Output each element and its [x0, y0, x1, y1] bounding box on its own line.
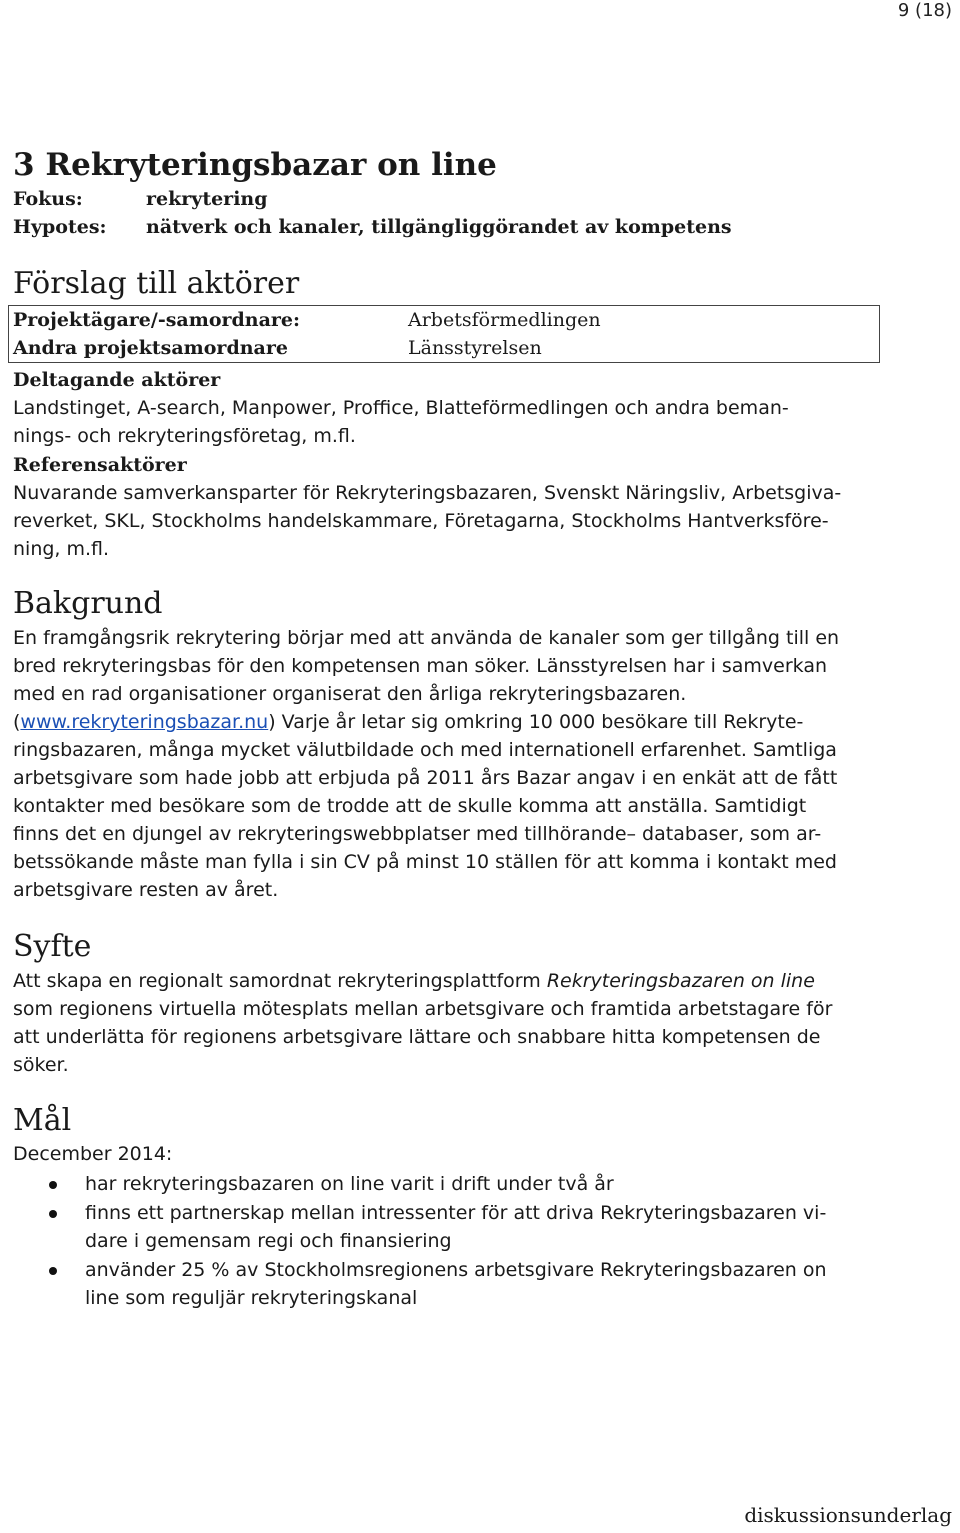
footer-label: diskussionsunderlag	[744, 1503, 952, 1527]
goal-text: har rekryteringsbazaren on line varit i drift under två år	[85, 1173, 614, 1195]
reference-line: reverket, SKL, Stockholms handelskammare, Företagarna, Stockholms Hantverksföre-	[13, 510, 829, 532]
rekryteringsbazar-link[interactable]: www.rekryteringsbazar.nu	[20, 711, 269, 733]
background-line: arbetsgivare resten av året.	[13, 879, 279, 901]
reference-line: Nuvarande samverkansparter för Rekryteringsbazaren, Svenskt Näringsliv, Arbetsgiva-	[13, 482, 842, 504]
bullet-icon	[49, 1181, 57, 1189]
background-line: arbetsgivare som hade jobb att erbjuda på 2011 års Bazar angav i en enkät att de fått	[13, 767, 838, 789]
goal-text: finns ett partnerskap mellan intressenter för att driva Rekryteringsbazaren vi-	[85, 1201, 827, 1224]
bullet-icon	[49, 1267, 57, 1275]
background-heading: Bakgrund	[13, 586, 163, 621]
fokus-value: rekrytering	[146, 188, 268, 210]
chapter-title: 3 Rekryteringsbazar on line	[13, 147, 497, 183]
goal-item	[45, 1199, 827, 1256]
purpose-line	[13, 970, 815, 992]
bullet-icon	[49, 1210, 57, 1218]
fokus-label: Fokus:	[13, 188, 83, 210]
goal-text: line som reguljär rekryteringskanal	[85, 1287, 418, 1309]
participants-line: nings- och rekryteringsföretag, m.fl.	[13, 425, 356, 447]
link-open: (	[13, 711, 21, 733]
goal-item	[45, 1170, 827, 1199]
goals-heading: Mål	[13, 1103, 72, 1138]
purpose-line: söker.	[13, 1054, 69, 1076]
owner-label: Projektägare/-samordnare:	[13, 309, 301, 331]
coordinator-value: Länsstyrelsen	[408, 337, 542, 359]
participants-heading: Deltagande aktörer	[13, 369, 221, 391]
purpose-line: som regionens virtuella mötesplats mellan arbetsgivare och framtida arbetstagare för	[13, 998, 833, 1020]
goal-item	[45, 1256, 827, 1313]
page-number: 9 (18)	[897, 0, 952, 21]
purpose-heading: Syfte	[13, 929, 92, 964]
goals-date: December 2014:	[13, 1143, 173, 1165]
hypotes-label: Hypotes:	[13, 216, 107, 238]
purpose-text: Att skapa en regionalt samordnat rekryteringsplattform	[13, 970, 547, 992]
link-rest: ) Varje år letar sig omkring 10 000 besökare till Rekryte-	[268, 711, 804, 733]
actors-heading: Förslag till aktörer	[13, 266, 300, 301]
owner-value: Arbetsförmedlingen	[408, 309, 601, 331]
background-link-line	[13, 711, 803, 733]
goals-list	[45, 1170, 827, 1313]
coordinator-label: Andra projektsamordnare	[13, 337, 288, 359]
background-line: betssökande måste man fylla i sin CV på minst 10 ställen för att komma i kontakt med	[13, 851, 837, 873]
background-line: med en rad organisationer organiserat den årliga rekryteringsbazaren.	[13, 683, 687, 705]
participants-line: Landstinget, A-search, Manpower, Proffice, Blatteförmedlingen och andra beman-	[13, 397, 789, 419]
goal-text: dare i gemensam regi och finansiering	[85, 1230, 452, 1252]
background-line: En framgångsrik rekrytering börjar med att använda de kanaler som ger tillgång till en	[13, 627, 840, 649]
purpose-emphasis: Rekryteringsbazaren on line	[546, 970, 815, 992]
background-line: finns det en djungel av rekryteringswebbplatser med tillhörande– databaser, som ar-	[13, 823, 822, 845]
reference-line: ning, m.fl.	[13, 538, 110, 560]
background-line: bred rekryteringsbas för den kompetensen man söker. Länsstyrelsen har i samverkan	[13, 655, 828, 677]
background-line: ringsbazaren, många mycket välutbildade och med internationell erfarenhet. Samtliga	[13, 739, 837, 761]
background-line: kontakter med besökare som de trodde att de skulle komma att anställa. Samtidigt	[13, 795, 807, 817]
reference-heading: Referensaktörer	[13, 454, 187, 476]
goal-text: använder 25 % av Stockholmsregionens arbetsgivare Rekryteringsbazaren on	[85, 1258, 827, 1281]
hypotes-value: nätverk och kanaler, tillgängliggörandet av kompetens	[146, 216, 732, 238]
purpose-line: att underlätta för regionens arbetsgivare lättare och snabbare hitta kompetensen de	[13, 1026, 821, 1048]
